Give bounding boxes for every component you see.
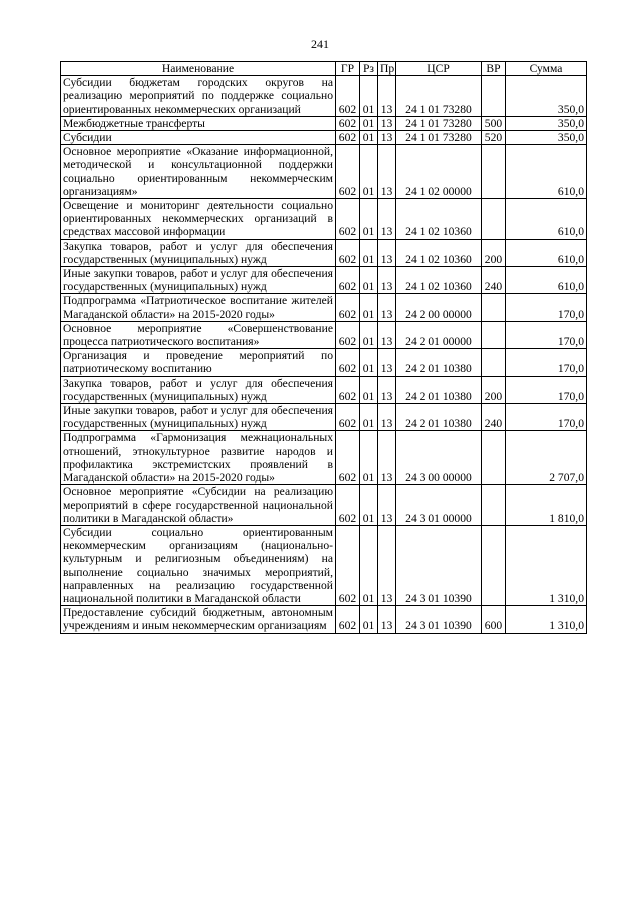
cell-gr: 602 — [336, 199, 360, 240]
cell-vr — [482, 199, 506, 240]
table-row — [61, 404, 587, 431]
cell-pr: 13 — [378, 199, 396, 240]
table-row — [61, 525, 587, 605]
table-row — [61, 485, 587, 526]
cell-gr: 602 — [336, 116, 360, 130]
cell-csr: 24 2 00 00000 — [396, 294, 482, 321]
cell-pr: 13 — [378, 376, 396, 403]
cell-rz: 01 — [360, 294, 378, 321]
cell-csr: 24 3 00 00000 — [396, 431, 482, 485]
budget-table — [60, 61, 587, 634]
table-row — [61, 131, 587, 145]
cell-sum: 610,0 — [506, 145, 587, 199]
cell-name: Субсидии бюджетам городских округов на реализацию мероприятий по поддержке социально ориентированных некоммерческих организаций — [61, 76, 336, 117]
cell-pr: 13 — [378, 145, 396, 199]
header-name: Наименование — [61, 62, 336, 76]
cell-sum: 1 310,0 — [506, 606, 587, 633]
cell-name: Освещение и мониторинг деятельности социально ориентированных некоммерческих организаций в средствах массовой информации — [61, 199, 336, 240]
cell-vr: 520 — [482, 131, 506, 145]
table-row — [61, 76, 587, 117]
cell-rz: 01 — [360, 267, 378, 294]
cell-pr: 13 — [378, 294, 396, 321]
cell-rz: 01 — [360, 116, 378, 130]
cell-gr: 602 — [336, 239, 360, 266]
cell-gr: 602 — [336, 145, 360, 199]
table-row — [61, 349, 587, 376]
cell-gr: 602 — [336, 349, 360, 376]
cell-sum: 170,0 — [506, 321, 587, 348]
cell-name: Подпрограмма «Патриотическое воспитание жителей Магаданской области» на 2015-2020 годы» — [61, 294, 336, 321]
cell-gr: 602 — [336, 485, 360, 526]
cell-rz: 01 — [360, 404, 378, 431]
cell-gr: 602 — [336, 131, 360, 145]
cell-sum: 1 810,0 — [506, 485, 587, 526]
cell-pr: 13 — [378, 525, 396, 605]
cell-sum: 350,0 — [506, 131, 587, 145]
cell-gr: 602 — [336, 294, 360, 321]
cell-pr: 13 — [378, 76, 396, 117]
cell-csr: 24 2 01 00000 — [396, 321, 482, 348]
cell-rz: 01 — [360, 349, 378, 376]
cell-sum: 610,0 — [506, 199, 587, 240]
cell-vr — [482, 525, 506, 605]
cell-gr: 602 — [336, 76, 360, 117]
cell-pr: 13 — [378, 267, 396, 294]
cell-rz: 01 — [360, 131, 378, 145]
cell-csr: 24 3 01 10390 — [396, 525, 482, 605]
header-gr: ГР — [336, 62, 360, 76]
cell-name: Закупка товаров, работ и услуг для обеспечения государственных (муниципальных) нужд — [61, 376, 336, 403]
cell-vr — [482, 76, 506, 117]
cell-sum: 610,0 — [506, 239, 587, 266]
cell-name: Основное мероприятие «Оказание информационной, методической и консультационной поддержки социально ориентированным некоммерческим организациям» — [61, 145, 336, 199]
cell-pr: 13 — [378, 606, 396, 633]
header-pr: Пр — [378, 62, 396, 76]
cell-gr: 602 — [336, 267, 360, 294]
cell-csr: 24 1 01 73280 — [396, 76, 482, 117]
header-csr: ЦСР — [396, 62, 482, 76]
cell-name: Иные закупки товаров, работ и услуг для обеспечения государственных (муниципальных) нужд — [61, 404, 336, 431]
cell-name: Субсидии — [61, 131, 336, 145]
cell-vr — [482, 349, 506, 376]
cell-sum: 350,0 — [506, 116, 587, 130]
cell-csr: 24 1 02 10360 — [396, 267, 482, 294]
cell-rz: 01 — [360, 239, 378, 266]
cell-csr: 24 3 01 00000 — [396, 485, 482, 526]
cell-vr — [482, 145, 506, 199]
cell-sum: 170,0 — [506, 376, 587, 403]
cell-vr: 200 — [482, 376, 506, 403]
cell-name: Основное мероприятие «Субсидии на реализацию мероприятий в сфере государственной национальной политики в Магаданской области» — [61, 485, 336, 526]
cell-rz: 01 — [360, 76, 378, 117]
cell-rz: 01 — [360, 199, 378, 240]
cell-sum: 2 707,0 — [506, 431, 587, 485]
cell-pr: 13 — [378, 349, 396, 376]
page-number: 241 — [311, 37, 329, 51]
table-row — [61, 376, 587, 403]
cell-name: Основное мероприятие «Совершенствование процесса патриотического воспитания» — [61, 321, 336, 348]
cell-csr: 24 1 02 10360 — [396, 199, 482, 240]
cell-sum: 170,0 — [506, 294, 587, 321]
table-row — [61, 116, 587, 130]
cell-name: Подпрограмма «Гармонизация межнациональных отношений, этнокультурное развитие народов и профилактика экстремистских проявлений в Магаданской области» на 2015-2020 годы» — [61, 431, 336, 485]
header-rz: Рз — [360, 62, 378, 76]
cell-rz: 01 — [360, 606, 378, 633]
cell-gr: 602 — [336, 525, 360, 605]
table-row — [61, 294, 587, 321]
cell-rz: 01 — [360, 525, 378, 605]
cell-rz: 01 — [360, 145, 378, 199]
cell-vr — [482, 485, 506, 526]
cell-vr — [482, 294, 506, 321]
cell-csr: 24 2 01 10380 — [396, 349, 482, 376]
cell-sum: 1 310,0 — [506, 525, 587, 605]
header-sum: Сумма — [506, 62, 587, 76]
cell-name: Закупка товаров, работ и услуг для обеспечения государственных (муниципальных) нужд — [61, 239, 336, 266]
table-header-row — [61, 62, 587, 76]
table-row — [61, 145, 587, 199]
cell-pr: 13 — [378, 239, 396, 266]
cell-name: Межбюджетные трансферты — [61, 116, 336, 130]
cell-vr — [482, 431, 506, 485]
table-body — [61, 76, 587, 633]
cell-vr: 500 — [482, 116, 506, 130]
cell-csr: 24 1 01 73280 — [396, 116, 482, 130]
cell-vr: 240 — [482, 267, 506, 294]
cell-csr: 24 3 01 10390 — [396, 606, 482, 633]
cell-gr: 602 — [336, 606, 360, 633]
table-row — [61, 199, 587, 240]
cell-pr: 13 — [378, 131, 396, 145]
cell-vr: 200 — [482, 239, 506, 266]
cell-gr: 602 — [336, 431, 360, 485]
cell-gr: 602 — [336, 376, 360, 403]
cell-rz: 01 — [360, 485, 378, 526]
table-row — [61, 431, 587, 485]
cell-sum: 170,0 — [506, 404, 587, 431]
cell-csr: 24 1 01 73280 — [396, 131, 482, 145]
table-row — [61, 606, 587, 633]
cell-pr: 13 — [378, 404, 396, 431]
cell-pr: 13 — [378, 321, 396, 348]
cell-sum: 350,0 — [506, 76, 587, 117]
cell-rz: 01 — [360, 321, 378, 348]
cell-sum: 610,0 — [506, 267, 587, 294]
cell-gr: 602 — [336, 321, 360, 348]
table-row — [61, 321, 587, 348]
cell-name: Субсидии социально ориентированным некоммерческим организациям (национально-культурным и религиозным объединениям) на выполнение социально значимых мероприятий, направленных на реализацию государственной национальной политики в Магаданской области — [61, 525, 336, 605]
cell-gr: 602 — [336, 404, 360, 431]
table-row — [61, 239, 587, 266]
cell-pr: 13 — [378, 485, 396, 526]
cell-csr: 24 2 01 10380 — [396, 404, 482, 431]
cell-name: Иные закупки товаров, работ и услуг для обеспечения государственных (муниципальных) нужд — [61, 267, 336, 294]
cell-csr: 24 1 02 10360 — [396, 239, 482, 266]
cell-vr: 600 — [482, 606, 506, 633]
cell-csr: 24 1 02 00000 — [396, 145, 482, 199]
cell-pr: 13 — [378, 116, 396, 130]
cell-csr: 24 2 01 10380 — [396, 376, 482, 403]
cell-sum: 170,0 — [506, 349, 587, 376]
cell-name: Организация и проведение мероприятий по патриотическому воспитанию — [61, 349, 336, 376]
cell-name: Предоставление субсидий бюджетным, автономным учреждениям и иным некоммерческим организациям — [61, 606, 336, 633]
cell-rz: 01 — [360, 431, 378, 485]
cell-vr — [482, 321, 506, 348]
cell-pr: 13 — [378, 431, 396, 485]
table-row — [61, 267, 587, 294]
header-vr: ВР — [482, 62, 506, 76]
cell-vr: 240 — [482, 404, 506, 431]
cell-rz: 01 — [360, 376, 378, 403]
